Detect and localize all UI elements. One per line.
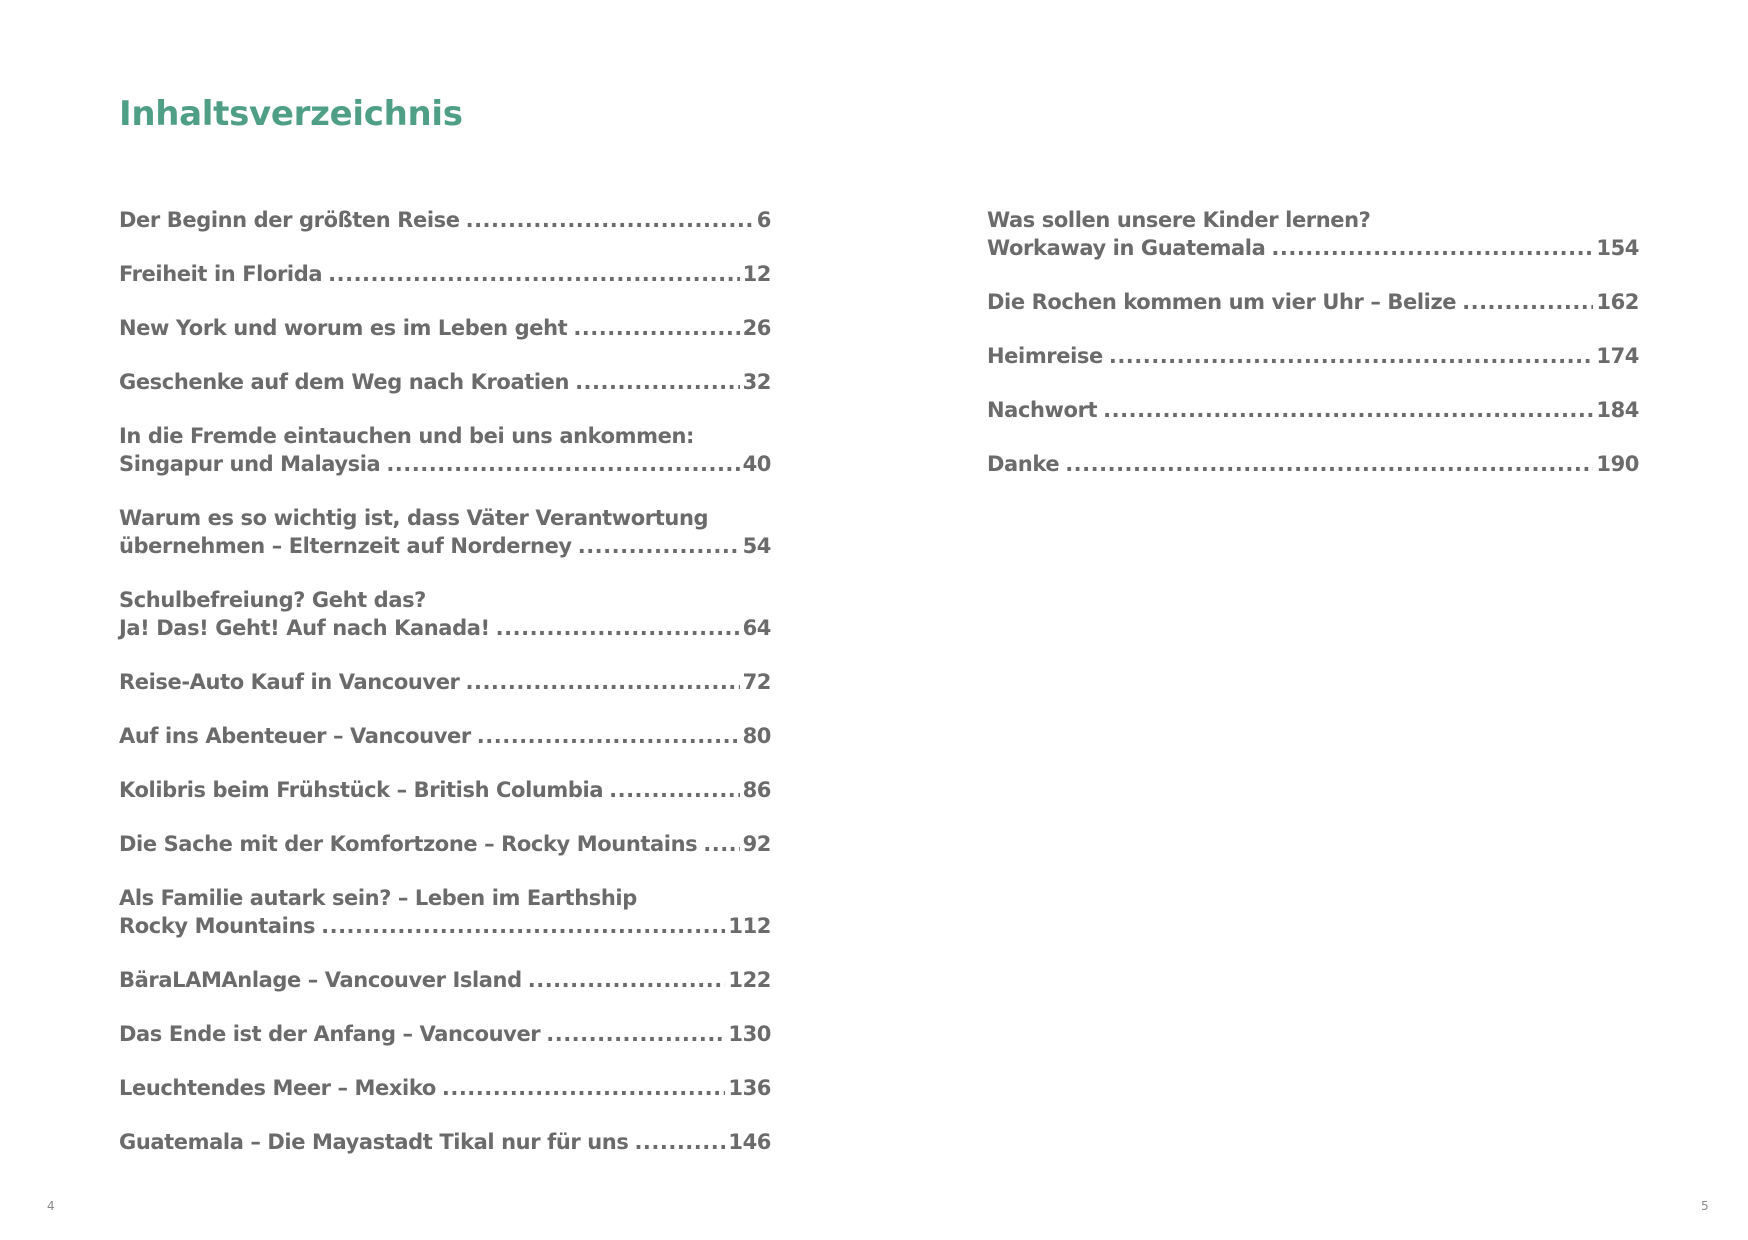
toc-entry-title: Danke	[987, 452, 1060, 476]
dot-leader	[1103, 396, 1593, 424]
toc-entry-line	[119, 1074, 771, 1102]
toc-entry-title: Ja! Das! Geht! Auf nach Kanada!	[119, 616, 490, 640]
toc-entry-page-number: 136	[728, 1076, 771, 1100]
toc-entry-line	[119, 912, 771, 940]
toc-entry-title: Warum es so wichtig ist, dass Väter Verantwortung	[119, 506, 709, 530]
toc-entry-line	[987, 396, 1639, 424]
toc-entry-page-number: 26	[742, 316, 771, 340]
dot-leader	[578, 532, 740, 560]
toc-title: Inhaltsverzeichnis	[119, 94, 463, 134]
dot-leader	[477, 722, 740, 750]
toc-entry-title: übernehmen – Elternzeit auf Norderney	[119, 534, 572, 558]
toc-entry-title: Guatemala – Die Mayastadt Tikal nur für uns	[119, 1130, 629, 1154]
toc-entry-line	[119, 722, 771, 750]
toc-entry-page-number: 80	[742, 724, 771, 748]
toc-entry-line	[119, 966, 771, 994]
toc-entry-title: Heimreise	[987, 344, 1103, 368]
toc-entry	[987, 206, 1639, 262]
toc-entry	[119, 1020, 771, 1048]
toc-entry-title: New York und worum es im Leben geht	[119, 316, 568, 340]
dot-leader	[573, 314, 739, 342]
dot-leader	[703, 830, 739, 858]
toc-entry-page-number: 154	[1596, 236, 1639, 260]
toc-entry-line	[119, 450, 771, 478]
toc-entry-line	[987, 206, 1639, 234]
toc-entry-page-number: 86	[742, 778, 771, 802]
toc-left-column	[119, 206, 771, 1182]
toc-entry-title: BäraLAMAnlage – Vancouver Island	[119, 968, 522, 992]
toc-entry-page-number: 12	[742, 262, 771, 286]
toc-entry-title: Reise-Auto Kauf in Vancouver	[119, 670, 460, 694]
toc-entry-line	[119, 668, 771, 696]
toc-entry	[119, 586, 771, 642]
toc-entry-title: Auf ins Abenteuer – Vancouver	[119, 724, 471, 748]
toc-entry	[119, 830, 771, 858]
toc-entry-page-number: 6	[756, 208, 771, 232]
toc-entry	[987, 450, 1639, 478]
dot-leader	[442, 1074, 725, 1102]
toc-entry-line	[119, 532, 771, 560]
toc-entry-title: Die Rochen kommen um vier Uhr – Belize	[987, 290, 1457, 314]
dot-leader	[546, 1020, 725, 1048]
toc-entry-title: Freiheit in Florida	[119, 262, 323, 286]
toc-entry-title: Leuchtendes Meer – Mexiko	[119, 1076, 436, 1100]
dot-leader	[609, 776, 739, 804]
dot-leader	[466, 206, 754, 234]
toc-entry-line	[119, 1128, 771, 1156]
toc-entry-page-number: 162	[1596, 290, 1639, 314]
toc-entry-title: Die Sache mit der Komfortzone – Rocky Mountains	[119, 832, 698, 856]
toc-entry-line	[987, 234, 1639, 262]
toc-entry-line	[119, 314, 771, 342]
toc-entry-line	[119, 1020, 771, 1048]
toc-entry	[119, 668, 771, 696]
dot-leader	[466, 668, 740, 696]
toc-entry	[119, 504, 771, 560]
toc-entry	[119, 884, 771, 940]
toc-entry-page-number: 72	[742, 670, 771, 694]
toc-entry-title: Das Ende ist der Anfang – Vancouver	[119, 1022, 541, 1046]
toc-entry	[119, 368, 771, 396]
toc-entry-page-number: 64	[742, 616, 771, 640]
toc-entry-page-number: 146	[728, 1130, 771, 1154]
toc-entry-line	[119, 830, 771, 858]
toc-entry-title: Was sollen unsere Kinder lernen?	[987, 208, 1371, 232]
toc-entry-title: In die Fremde eintauchen und bei uns ankommen:	[119, 424, 695, 448]
toc-entry-line	[119, 504, 771, 532]
toc-entry-line	[119, 368, 771, 396]
page-number-left: 4	[47, 1199, 55, 1213]
dot-leader	[1271, 234, 1593, 262]
toc-entry-title: Workaway in Guatemala	[987, 236, 1266, 260]
toc-entry	[119, 966, 771, 994]
toc-entry-title: Rocky Mountains	[119, 914, 316, 938]
dot-leader	[321, 912, 725, 940]
dot-leader	[1462, 288, 1593, 316]
toc-entry-line	[119, 260, 771, 288]
toc-entry	[987, 288, 1639, 316]
toc-entry	[119, 1128, 771, 1156]
toc-entry-line	[119, 614, 771, 642]
dot-leader	[575, 368, 740, 396]
toc-entry-page-number: 54	[742, 534, 771, 558]
toc-entry-line	[119, 586, 771, 614]
toc-entry-page-number: 130	[728, 1022, 771, 1046]
toc-entry-page-number: 122	[728, 968, 771, 992]
toc-entry-line	[987, 288, 1639, 316]
toc-entry-title: Geschenke auf dem Weg nach Kroatien	[119, 370, 570, 394]
toc-entry-page-number: 32	[742, 370, 771, 394]
toc-entry	[987, 342, 1639, 370]
toc-entry	[987, 396, 1639, 424]
toc-entry	[119, 722, 771, 750]
dot-leader	[634, 1128, 725, 1156]
toc-entry-page-number: 190	[1596, 452, 1639, 476]
toc-entry-title: Der Beginn der größten Reise	[119, 208, 460, 232]
dot-leader	[1065, 450, 1593, 478]
toc-entry-line	[987, 342, 1639, 370]
toc-entry-page-number: 92	[742, 832, 771, 856]
toc-entry	[119, 422, 771, 478]
toc-entry	[119, 260, 771, 288]
toc-entry-title: Singapur und Malaysia	[119, 452, 381, 476]
dot-leader	[328, 260, 739, 288]
page-number-right: 5	[1701, 1199, 1709, 1213]
toc-entry	[119, 206, 771, 234]
toc-entry-line	[119, 422, 771, 450]
dot-leader	[1109, 342, 1594, 370]
toc-entry-page-number: 112	[728, 914, 771, 938]
toc-entry-page-number: 184	[1596, 398, 1639, 422]
toc-entry-line	[987, 450, 1639, 478]
toc-entry-page-number: 40	[742, 452, 771, 476]
toc-entry-title: Kolibris beim Frühstück – British Columbia	[119, 778, 604, 802]
toc-entry-title: Als Familie autark sein? – Leben im Earthship	[119, 886, 637, 910]
toc-entry-line	[119, 206, 771, 234]
dot-leader	[496, 614, 740, 642]
dot-leader	[386, 450, 739, 478]
toc-entry-title: Nachwort	[987, 398, 1098, 422]
toc-entry	[119, 1074, 771, 1102]
toc-entry-page-number: 174	[1596, 344, 1639, 368]
toc-entry-title: Schulbefreiung? Geht das?	[119, 588, 426, 612]
toc-entry-line	[119, 776, 771, 804]
toc-entry	[119, 776, 771, 804]
dot-leader	[528, 966, 726, 994]
toc-entry-line	[119, 884, 771, 912]
toc-right-column	[987, 206, 1639, 504]
toc-entry	[119, 314, 771, 342]
